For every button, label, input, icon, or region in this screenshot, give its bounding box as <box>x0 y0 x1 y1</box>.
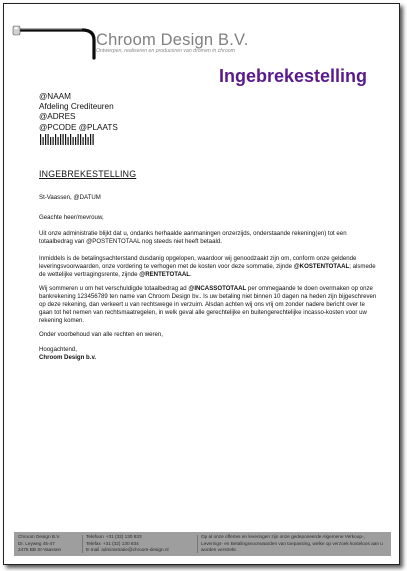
postal-barcode <box>39 134 95 145</box>
closing: Hoogachtend, <box>39 346 77 353</box>
footer-address: Chroom Design B.V. Dr. Leyweg 45-47 2476 BB St-Vaassen <box>18 534 62 553</box>
address-street: @ADRES <box>39 112 76 122</box>
company-name: Chroom Design B.V. <box>96 31 249 49</box>
interest-total: @RENTETOTAAL <box>139 271 191 279</box>
chrome-pipe-logo <box>12 21 100 61</box>
signature: Chroom Design b.v. <box>39 354 97 361</box>
recipient-address <box>39 92 118 133</box>
costs-total: @KOSTENTOTAAL <box>293 263 350 271</box>
footer-divider <box>197 535 198 553</box>
letter-page <box>3 3 400 565</box>
place-date: St-Vaassen, @DATUM <box>39 194 101 201</box>
paragraph-costs: Inmiddels is de betalingsachterstand dusdanig opgelopen, waardoor wij genoodzaakt zijn om, conform onze geldende leveringsvoorwaarden, onze vordering te verhogen met de kosten voor deze sommatie, zijnde @KOSTENTOTAAL; alsmede de wettelijke vertragingsrente, zijnde @RENTETOTAAL. <box>39 255 376 279</box>
footer-contacts: Telefoon +31 (32) 130 833 Telefax +31 (32) 130 834 E-mail administratie@chroom-design.nl <box>86 534 169 553</box>
letter-footer <box>14 532 391 556</box>
footer-divider <box>82 535 83 553</box>
company-tagline: Ontwerpen, realiseren en produceren van dromen in chroom <box>96 48 235 54</box>
address-department: Afdeling Crediteuren <box>39 102 114 112</box>
paragraph-reservation: Onder voorbehoud van alle rechten en weren, <box>39 331 163 338</box>
salutation: Geachte heer/mevrouw, <box>39 214 104 221</box>
address-name: @NAAM <box>39 92 71 101</box>
collection-total: @INCASSOTOTAAL <box>188 285 247 292</box>
paragraph-summons: Wij sommeren u om het verschuldigde totaalbedrag ad @INCASSOTOTAAL per ommegaande te doen overmaken op onze bankrekening 123456789 ten name van Chroom Design bv.. Is uw betaling niet binnen 10 dagen na heden zijn bijgeschreven op deze rekening, dan verkeert u van rechtswege in verzuim. Alsdan achten wij ons vrij om zonder nadere bericht over te gaan tot het nemen van rechtsmaatregelen, in welk geval alle gerechtelijke en buitengerechtelijke incasso-kosten voor uw rekening komen. <box>39 285 377 325</box>
address-postcode-city: @PCODE @PLAATS <box>39 122 118 132</box>
letter-subject: INGEBREKESTELLING <box>39 169 137 179</box>
document-title: Ingebrekestelling <box>219 66 368 86</box>
paragraph-outstanding: Uit onze administratie blijkt dat u, ondanks herhaalde aanmaningen onzerzijds, onderstaande rekening(en) tot een totaalbedrag van @POSTENTOTAAL nog steeds niet heeft betaald. <box>39 230 347 246</box>
footer-terms: Op al onze offertes en leveringen zijn onze gedeponeerde Algemene Verkoop-, Leverings- en Betalingsvoorwaarden van toepassing, welke op verzoek kosteloos aan u worden verstrekt. <box>201 534 383 553</box>
